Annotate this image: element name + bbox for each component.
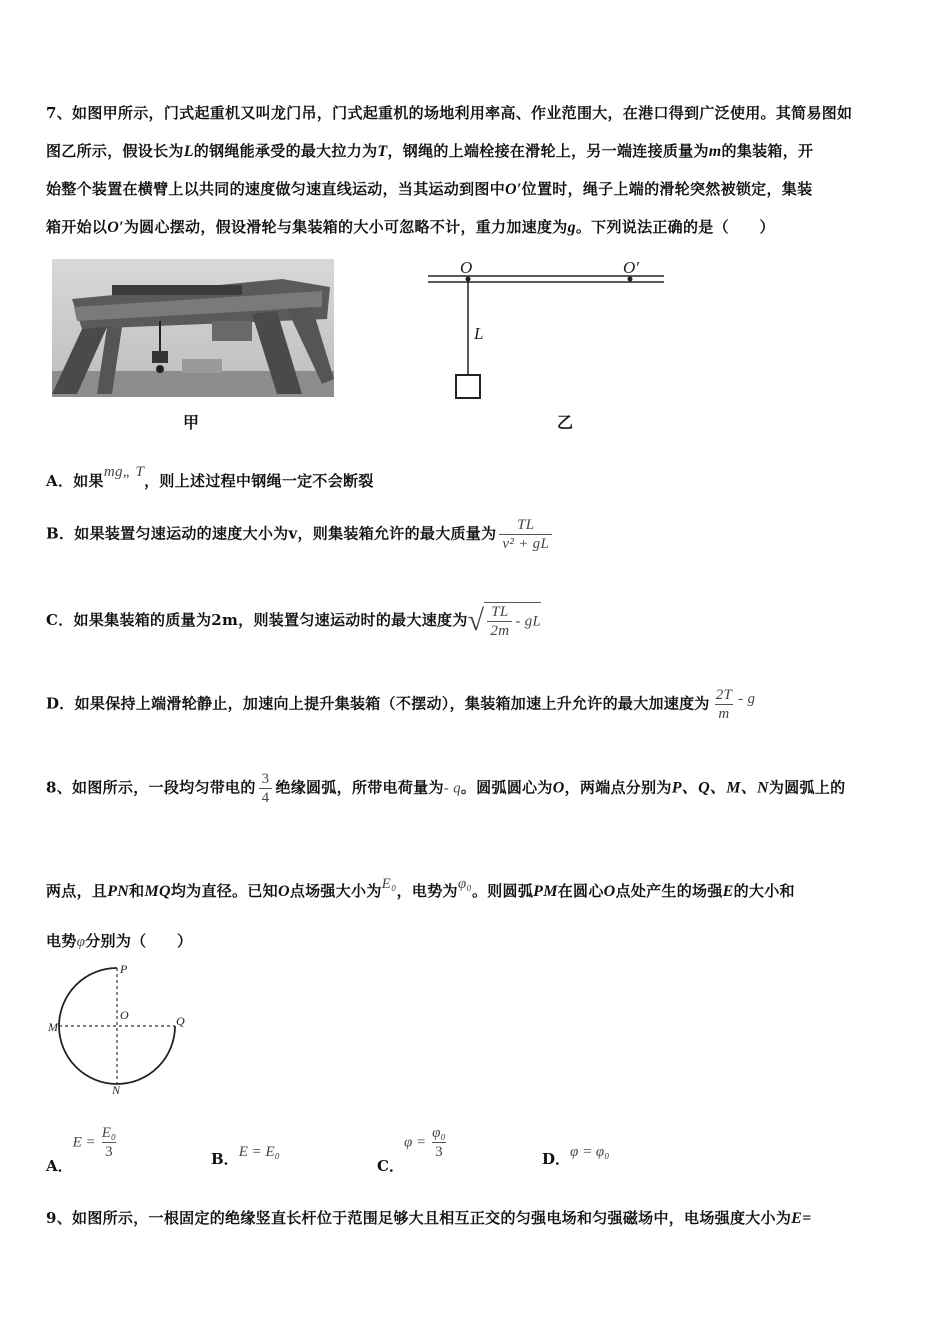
q7-line-1: 7、如图甲所示，门式起重机又叫龙门吊，门式起重机的场地利用率高、作业范围大，在港口得到广泛使用。其简易图如 — [46, 104, 853, 122]
q8-option-a: A．E = $\frac{\text{E₀}}{3}$ — [46, 1125, 117, 1175]
q7-line-2: 图乙所示，假设长为L的钢绳能承受的最大拉力为T，钢绳的上端栓接在滑轮上，另一端连接质量为m的集装箱，开 — [46, 142, 814, 160]
q8-option-c: C．φ = $\frac{\text{φ₀}}{3}$ — [377, 1125, 446, 1175]
gantry-crane-photo — [52, 259, 334, 397]
q8-line-1: 8、如图所示，一段均匀带电的 $\frac{3}{4}$ 绝缘圆弧，所带电荷量为- q。圆弧圆心为O，两端点分别为P、Q、M、N为圆弧上的 — [46, 771, 846, 806]
q7-option-c: C．如果集装箱的质量为2m，则装置匀速运动时的最大速度为√ $\frac{TL}{2m}$ - gL — [46, 604, 542, 639]
q7-option-b: B．如果装置匀速运动的速度大小为v，则集装箱允许的最大质量为 $\frac{TL}{\text{v² + gL}}$ — [46, 516, 555, 553]
figure-jia-caption: 甲 — [183, 413, 200, 432]
q8-line-2: 两点，且PN和MQ均为直径。已知O点场强大小为E₀，电势为φ₀。则圆弧PM在圆心O点处产生的场强E的大小和 — [46, 876, 795, 900]
q8-option-b: B．E = E₀ — [211, 1144, 280, 1168]
fig-yi-Oprime-label: O′ — [623, 258, 639, 277]
q7-line-3: 始整个装置在横臂上以共同的速度做匀速直线运动，当其运动到图中O′位置时，绳子上端的滑轮突然被锁定，集装 — [46, 180, 813, 198]
q7-option-d: D．如果保持上端滑轮静止，加速向上提升集装箱（不摆动），集装箱加速上升允许的最大加速度为 $\frac{2T}{m}$ - g — [46, 687, 756, 722]
q7-option-a: A．如果mg„ T，则上述过程中钢绳一定不会断裂 — [46, 464, 374, 490]
arc-label-M: M — [48, 1020, 58, 1034]
q7-line-4: 箱开始以O′为圆心摆动，假设滑轮与集装箱的大小可忽略不计，重力加速度为g。下列说法正确的是（ ） — [46, 218, 775, 236]
q8-line-3: 电势φ分别为（ ） — [46, 932, 193, 950]
arc-label-P: P — [120, 962, 128, 976]
fig-yi-O-label: O — [460, 258, 473, 277]
three-quarter-arc-figure — [44, 960, 194, 1095]
q9-line-1: 9、如图所示，一根固定的绝缘竖直长杆位于范围足够大且相互正交的匀强电场和匀强磁场中，电场强度大小为E= — [46, 1209, 812, 1227]
arc-label-O: O — [120, 1008, 129, 1022]
figure-yi-caption: 乙 — [557, 413, 574, 432]
arc-label-N: N — [112, 1083, 121, 1097]
arc-label-Q: Q — [176, 1014, 185, 1028]
q8-option-d: D．φ = φ₀ — [542, 1144, 610, 1168]
fig-yi-L-label: L — [474, 324, 484, 343]
